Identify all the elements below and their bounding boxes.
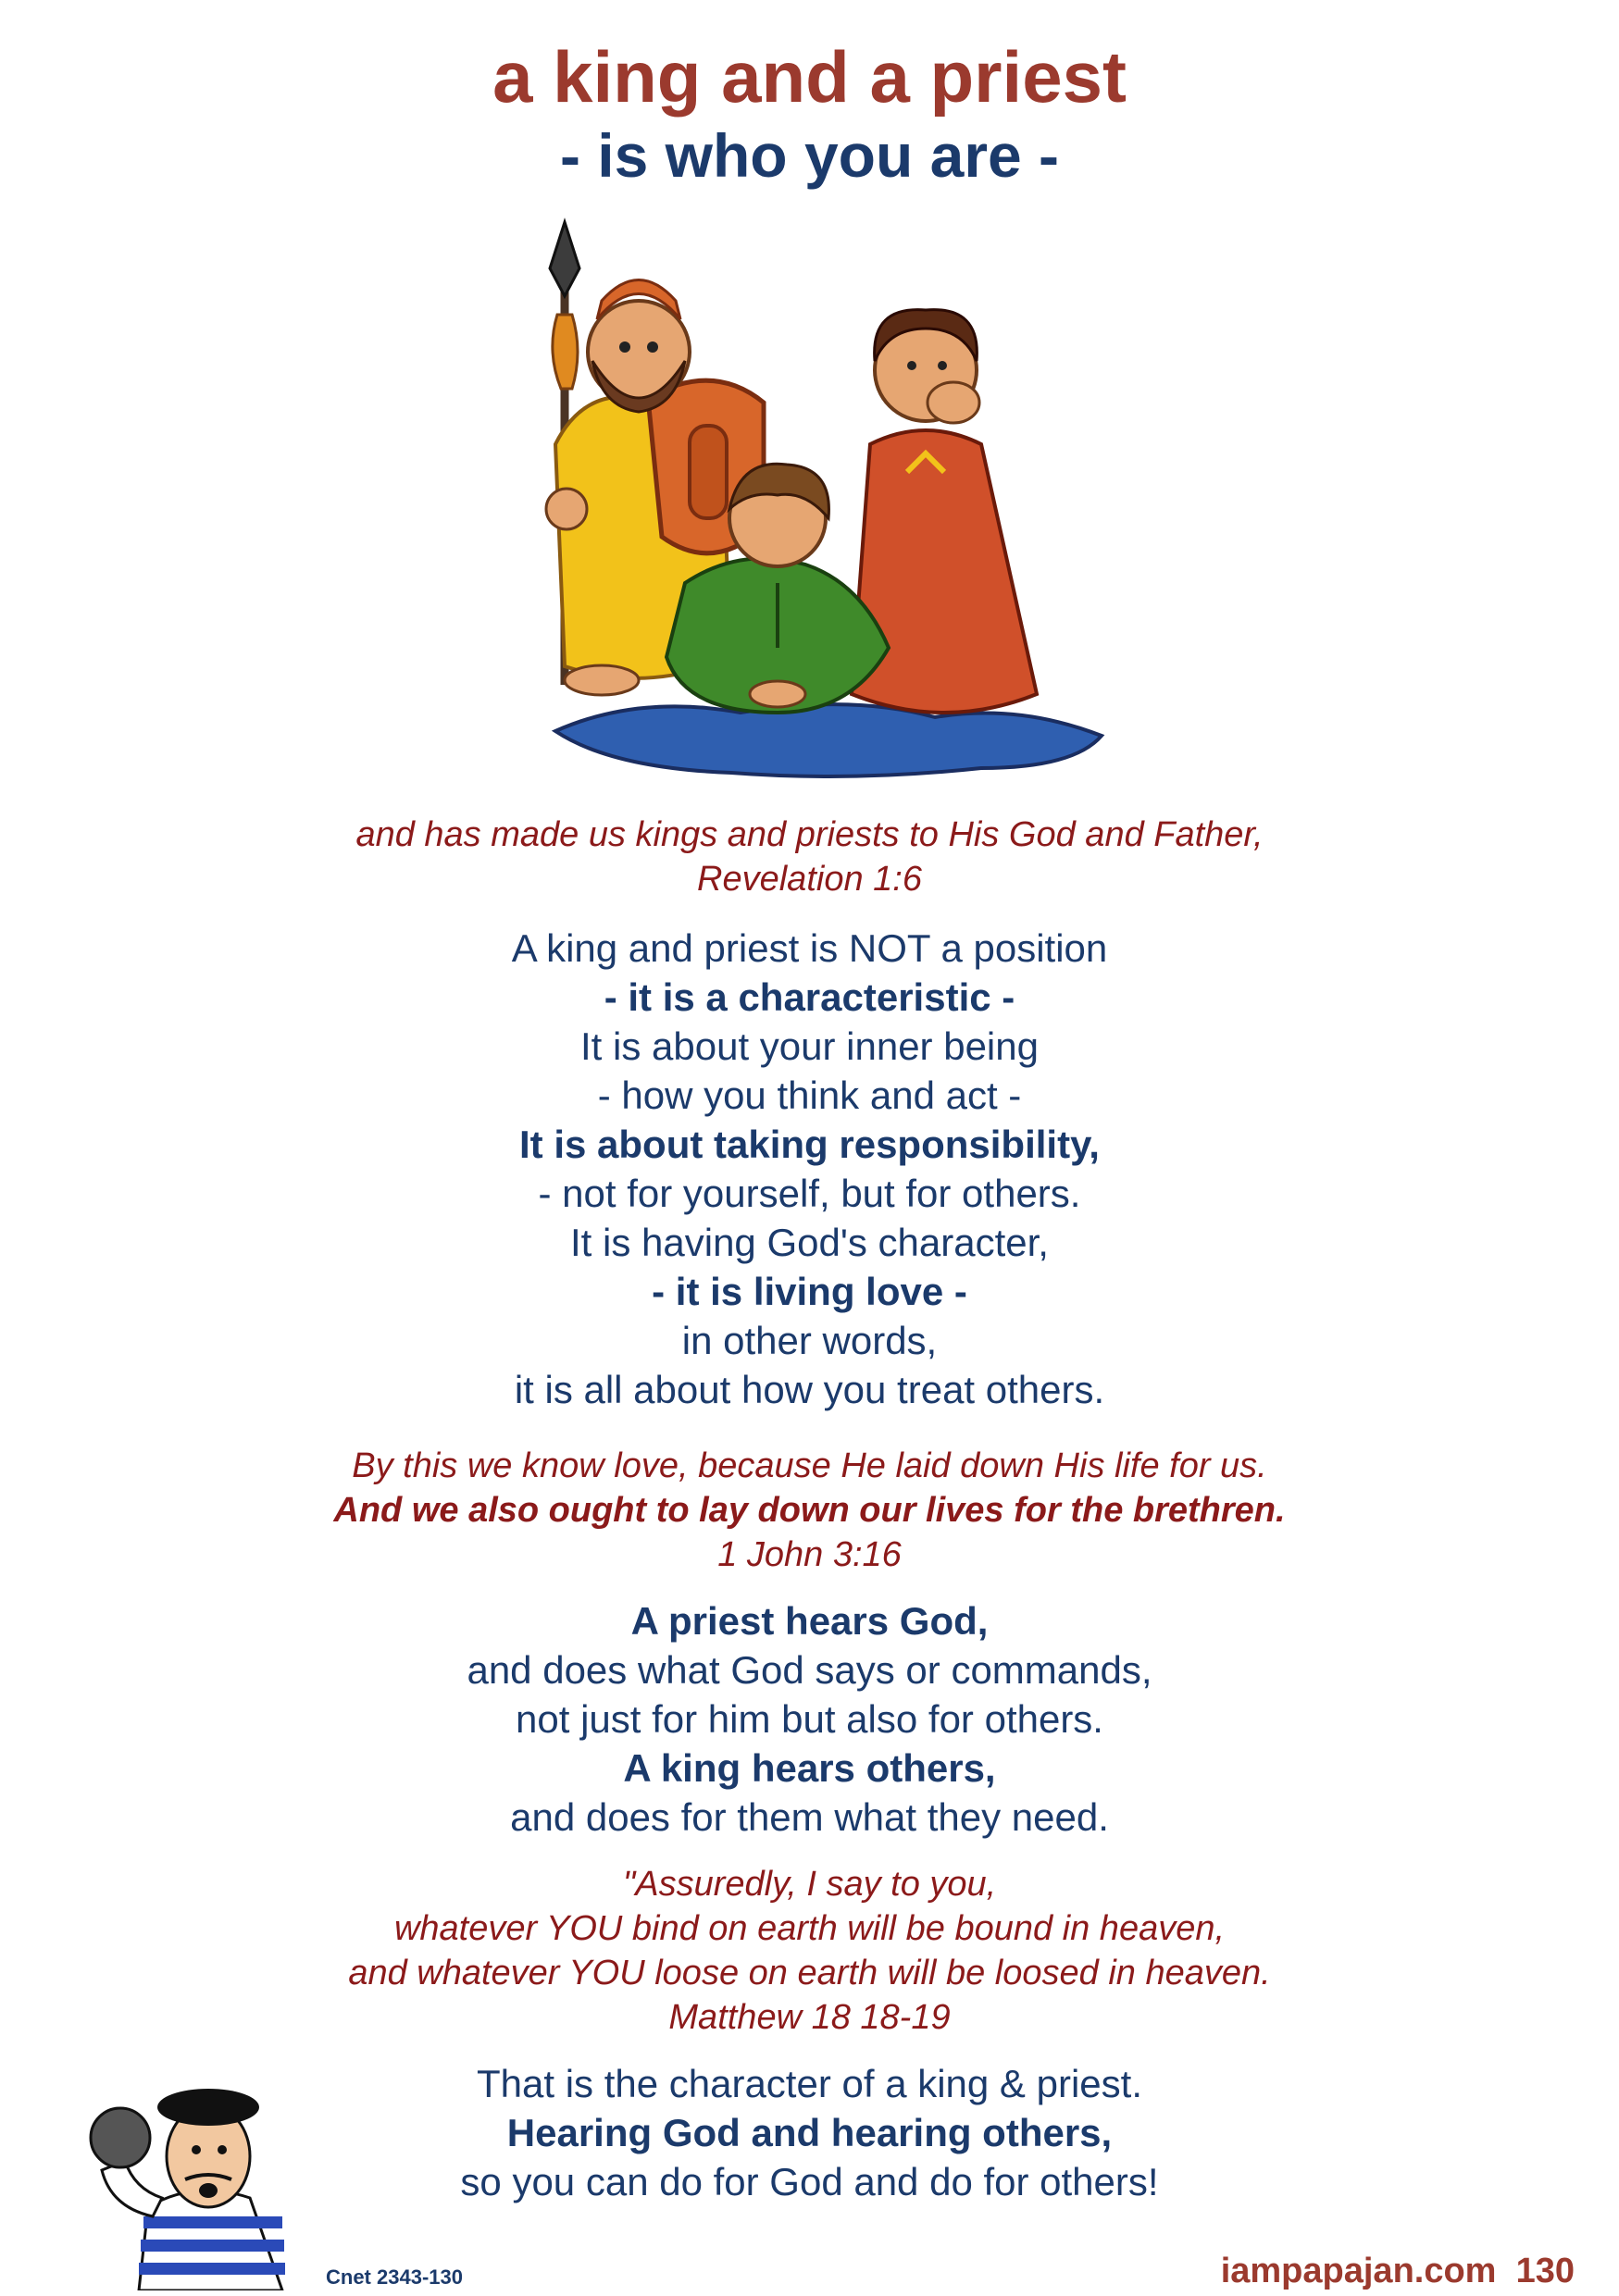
body-line: That is the character of a king & priest.: [476, 2062, 1142, 2105]
body-line: in other words,: [681, 1319, 938, 1362]
footer-site: [1221, 2252, 1575, 2291]
verse-reference: 1 John 3:16: [717, 1535, 902, 1574]
verse-text: And we also ought to lay down our lives for the brethren.: [333, 1491, 1286, 1530]
body-line: A priest hears God,: [630, 1599, 989, 1643]
verse-text: and whatever YOU loose on earth will be loosed in heaven.: [348, 1954, 1271, 1992]
characteristic-section: [0, 924, 1619, 1414]
body-line: so you can do for God and do for others!: [460, 2160, 1159, 2203]
body-line: - it is living love -: [652, 1270, 967, 1313]
page-subtitle: - is who you are -: [559, 121, 1060, 190]
page-title: a king and a priest: [492, 36, 1127, 118]
page-number: 130: [1515, 2252, 1575, 2290]
verse-text: and has made us kings and priests to His God and Father,: [355, 815, 1264, 854]
verse-matthew: [0, 1862, 1619, 2040]
verse-revelation: [0, 813, 1619, 901]
body-line: and does for them what they need.: [510, 1795, 1109, 1839]
verse-1-john: [0, 1444, 1619, 1577]
body-line: - it is a characteristic -: [604, 975, 1015, 1019]
body-line: it is all about how you treat others.: [514, 1368, 1105, 1411]
footer-code: Cnet 2343-130: [326, 2265, 463, 2289]
verse-text: "Assuredly, I say to you,: [622, 1865, 997, 1904]
body-line: not just for him but also for others.: [516, 1697, 1103, 1741]
verse-reference: Revelation 1:6: [697, 860, 922, 899]
body-line: It is about taking responsibility,: [519, 1123, 1100, 1166]
mascot-illustration: [83, 2050, 333, 2290]
body-line: Hearing God and hearing others,: [506, 2111, 1113, 2154]
site-name: iampapajan.com: [1220, 2252, 1497, 2290]
body-line: - how you think and act -: [597, 1074, 1022, 1117]
hearing-section: [0, 1596, 1619, 1842]
body-line: A king and priest is NOT a position: [511, 926, 1108, 970]
body-line: - not for yourself, but for others.: [538, 1172, 1081, 1215]
body-line: and does what God says or commands,: [467, 1648, 1152, 1692]
body-line: A king hears others,: [623, 1746, 996, 1790]
verse-reference: Matthew 18 18-19: [668, 1998, 951, 2037]
verse-text: By this we know love, because He laid down His life for us.: [352, 1446, 1267, 1485]
verse-text: whatever YOU bind on earth will be bound in heaven,: [393, 1909, 1226, 1948]
body-line: It is about your inner being: [580, 1024, 1039, 1068]
body-line: It is having God's character,: [570, 1221, 1049, 1264]
king-priest-illustration: [500, 213, 1148, 787]
